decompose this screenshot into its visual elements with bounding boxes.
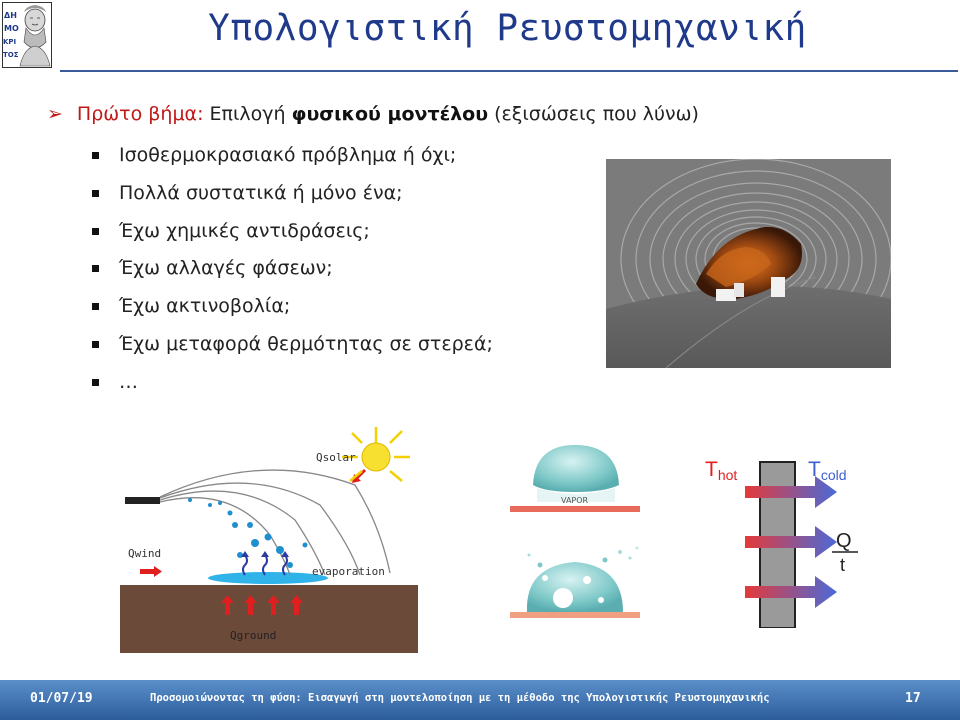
list-item — [92, 144, 493, 182]
list-item-text: Έχω ακτινοβολία; — [119, 295, 291, 318]
footer-description: Προσομοιώνοντας τη φύση: Εισαγωγή στη μοντελοποίηση με τη μέθοδο της Υπολογιστικής Ρευστομηχανικής — [150, 692, 770, 704]
square-bullet-icon — [92, 379, 99, 386]
list-item — [92, 220, 493, 258]
main-bullet-text-after: (εξισώσεις που λύνω) — [488, 103, 699, 125]
list-item — [92, 257, 493, 295]
slide-footer — [0, 680, 960, 720]
vapor-label: VAPOR — [561, 496, 589, 505]
footer-date: 01/07/19 — [30, 691, 93, 706]
square-bullet-icon — [92, 152, 99, 159]
list-item-text: … — [119, 370, 138, 393]
q-denominator: t — [840, 555, 846, 575]
svg-text:ΜΟ: ΜΟ — [4, 24, 19, 33]
q-wind-label: Qwind — [128, 547, 162, 560]
svg-text:Thot — [705, 458, 737, 483]
t-hot-main: T — [705, 458, 718, 481]
list-item — [92, 295, 493, 333]
title-divider — [60, 70, 958, 72]
list-item-text: Ισοθερμοκρασιακό πρόβλημα ή όχι; — [119, 144, 457, 166]
heat-conduction-diagram — [700, 448, 870, 628]
droplet-boiling-diagram — [505, 440, 655, 625]
list-item — [92, 182, 493, 220]
t-cold-main: T — [808, 458, 821, 481]
sub-bullet-list — [92, 144, 493, 409]
square-bullet-icon — [92, 303, 99, 310]
slide-title: Υπολογιστική Ρευστομηχανική — [208, 8, 807, 49]
cfd-tunnel-fire-image — [606, 159, 891, 368]
svg-text:Tcold — [808, 458, 847, 483]
main-bullet-text-before: Επιλογή — [203, 103, 292, 125]
square-bullet-icon — [92, 190, 99, 197]
list-item — [92, 333, 493, 371]
square-bullet-icon — [92, 341, 99, 348]
list-item-text: Πολλά συστατικά ή μόνο ένα; — [119, 181, 403, 204]
q-numerator: Q — [836, 530, 852, 552]
arrow-bullet-icon: ➢ — [47, 103, 63, 125]
main-bullet-lead: Πρώτο βήμα: — [76, 103, 204, 125]
list-item-text: Έχω αλλαγές φάσεων; — [119, 257, 333, 280]
list-item-text: Έχω μεταφορά θερμότητας σε στερεά; — [119, 332, 493, 355]
list-item — [92, 371, 493, 409]
ground-evaporation-diagram — [120, 425, 420, 655]
svg-text:ΚΡΙ: ΚΡΙ — [3, 38, 17, 46]
university-logo — [2, 2, 52, 68]
square-bullet-icon — [92, 265, 99, 272]
t-cold-sub: cold — [820, 467, 847, 483]
svg-text:ΤΟΣ: ΤΟΣ — [3, 51, 19, 59]
q-ground-label: Qground — [230, 629, 277, 642]
q-solar-label: Qsolar — [316, 451, 356, 464]
list-item-text: Έχω χημικές αντιδράσεις; — [119, 219, 370, 242]
main-bullet-bold: φυσικού μοντέλου — [291, 103, 489, 125]
t-hot-sub: hot — [717, 467, 738, 483]
svg-text:ΔΗ: ΔΗ — [4, 11, 17, 20]
square-bullet-icon — [92, 228, 99, 235]
main-bullet — [47, 103, 699, 125]
page-number: 17 — [905, 691, 921, 706]
evaporation-label: evaporation — [312, 565, 385, 578]
